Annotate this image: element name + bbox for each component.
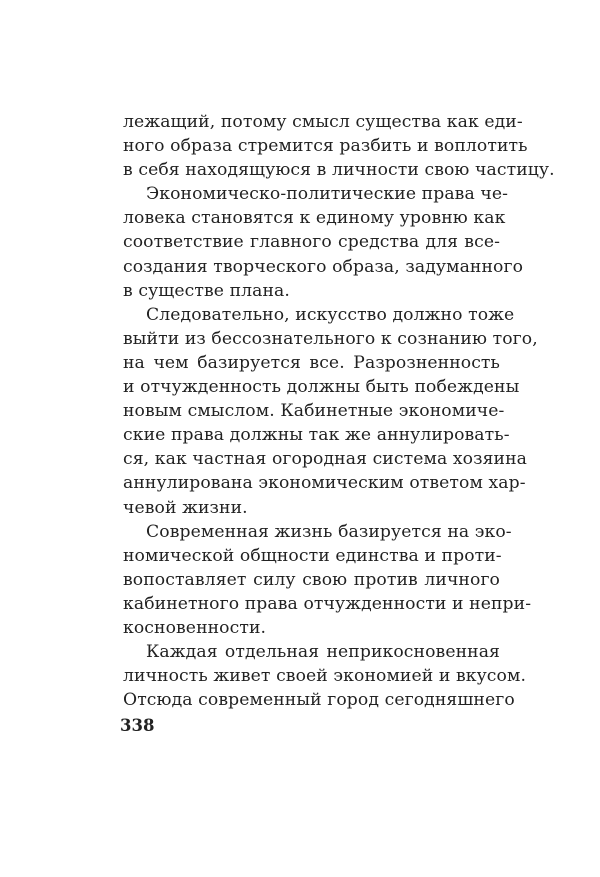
text-line: косновенности. bbox=[123, 617, 267, 638]
text-line: личность живет своей экономией и вкусом. bbox=[123, 666, 527, 687]
text-line: ловека становятся к единому уровню как bbox=[123, 208, 506, 229]
text-line: Экономическо-политические права че- bbox=[146, 184, 508, 205]
text-line: ские права должны так же аннулировать- bbox=[123, 425, 510, 446]
text-line: в существе плана. bbox=[123, 280, 290, 301]
text-line: аннулирована экономическим ответом хар- bbox=[123, 473, 526, 494]
page-number: 338 bbox=[120, 716, 155, 735]
text-line: в себя находящуюся в личности свою частицу. bbox=[123, 160, 555, 181]
text-line: кабинетного права отчужденности и непри- bbox=[123, 593, 532, 614]
text-line: на чем базируется все. Разрозненность bbox=[123, 352, 500, 373]
text-line: Каждая отдельная неприкосновенная bbox=[146, 642, 500, 663]
text-line: чевой жизни. bbox=[123, 497, 248, 518]
text-line: Отсюда современный город сегодняшнего bbox=[123, 690, 515, 711]
body-text bbox=[123, 110, 555, 712]
text-line: номической общности единства и проти- bbox=[123, 545, 502, 566]
text-line: ного образа стремится разбить и воплотить bbox=[123, 136, 528, 157]
text-line: Следовательно, искусство должно тоже bbox=[146, 304, 515, 325]
text-line: вопоставляет силу свою против личного bbox=[123, 569, 500, 590]
text-line: и отчужденность должны быть побеждены bbox=[123, 377, 520, 398]
text-line: соответствие главного средства для все- bbox=[123, 232, 500, 253]
text-line: Современная жизнь базируется на эко- bbox=[146, 521, 512, 542]
text-line: лежащий, потому смысл существа как еди- bbox=[123, 112, 523, 132]
text-line: создания творческого образа, задуманного bbox=[123, 256, 524, 277]
text-line: ся, как частная огородная система хозяина bbox=[123, 449, 527, 470]
text-line: новым смыслом. Кабинетные экономиче- bbox=[123, 401, 505, 422]
text-line: выйти из бессознательного к сознанию того, bbox=[123, 328, 538, 349]
